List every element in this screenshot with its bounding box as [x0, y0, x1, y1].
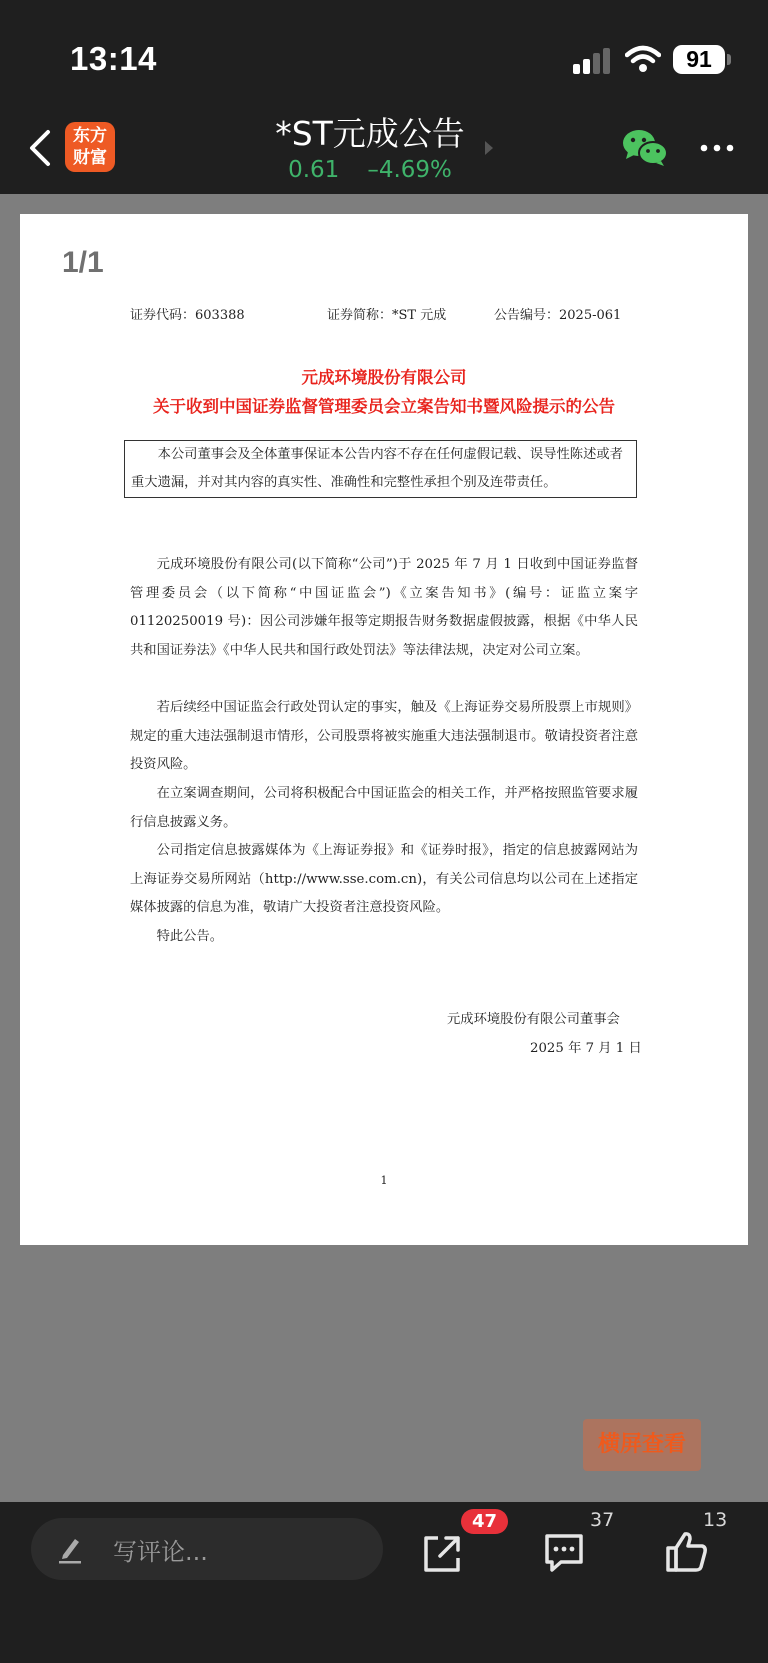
bottom-bar: [0, 1502, 768, 1663]
notice-number: 公告编号：2025-061: [494, 308, 622, 323]
comment-placeholder: 写评论...: [113, 1538, 208, 1566]
thumbs-up-icon[interactable]: [664, 1528, 710, 1574]
document-page[interactable]: [20, 214, 748, 1245]
comment-bubble-icon[interactable]: [541, 1530, 587, 1576]
eastmoney-logo: [65, 122, 115, 172]
announcement-headline: 关于收到中国证券监督管理委员会立案告知书暨风险提示的公告: [153, 397, 615, 416]
page-title: *ST元成公告: [275, 114, 465, 153]
logo-line-2: 财富: [73, 148, 107, 168]
landscape-view-button[interactable]: 横屏查看: [583, 1419, 701, 1471]
page-number: 1: [380, 1174, 388, 1187]
share-icon[interactable]: [420, 1532, 464, 1576]
like-count: 13: [703, 1509, 728, 1531]
board-declaration-box: 本公司董事会及全体董事保证本公告内容不存在任何虚假记载、误导性陈述或者重大遗漏，并对其内容的真实性、准确性和完整性承担个别及连带责任。: [124, 440, 637, 498]
paragraph-4: 公司指定信息披露媒体为《上海证券报》和《证券时报》，指定的信息披露网站为上海证券交易所网站（http://www.sse.com.cn)，有关公司信息均以公司在上述指定媒体披露的信息为准，敬请广大投资者注意投资风险。: [130, 843, 638, 915]
logo-line-1: 东方: [73, 126, 107, 146]
status-time: 13:14: [70, 40, 157, 77]
paragraph-3: 在立案调查期间，公司将积极配合中国证监会的相关工作，并严格按照监管要求履行信息披露义务。: [130, 786, 638, 830]
stock-change: –4.69%: [367, 157, 452, 183]
back-arrow-icon[interactable]: [26, 128, 54, 168]
company-name: 元成环境股份有限公司: [301, 368, 467, 387]
page-counter: 1/1: [62, 246, 104, 279]
battery-indicator: 91: [673, 45, 725, 74]
comment-input[interactable]: [31, 1518, 383, 1580]
comment-count: 37: [590, 1509, 615, 1531]
announcement-date: 2025 年 7 月 1 日: [530, 1041, 642, 1056]
top-bar: [0, 0, 768, 194]
more-options-icon[interactable]: [700, 144, 734, 152]
pencil-icon: [55, 1533, 87, 1565]
wechat-share-icon[interactable]: [622, 128, 668, 168]
caret-right-icon[interactable]: [484, 141, 494, 155]
security-code: 证券代码：603388: [130, 308, 245, 323]
stock-price: 0.61: [288, 157, 340, 183]
wifi-icon: [625, 45, 661, 73]
security-short-name: 证券简称：*ST 元成: [327, 308, 447, 323]
signature: 元成环境股份有限公司董事会: [447, 1012, 620, 1027]
cellular-signal-icon: [573, 48, 613, 74]
paragraph-1: 元成环境股份有限公司(以下简称“公司”)于 2025 年 7 月 1 日收到中国证券监督管理委员会（以下简称“中国证监会”)《立案告知书》(编号：证监立案字 01120250019 号)：因公司涉嫌年报等定期报告财务数据虚假披露，根据《中华人民共和国证券法》《中华人民共和国行政处罚法》等法律法规，决定对公司立案。: [130, 557, 638, 658]
share-count-badge: 47: [461, 1509, 508, 1534]
stock-quote: [220, 157, 520, 183]
paragraph-2: 若后续经中国证监会行政处罚认定的事实，触及《上海证券交易所股票上市规则》规定的重大违法强制退市情形，公司股票将被实施重大违法强制退市。敬请投资者注意投资风险。: [130, 700, 638, 772]
battery-cap: [727, 54, 731, 65]
paragraph-5: 特此公告。: [156, 929, 224, 944]
announcement-content: [20, 214, 748, 1245]
